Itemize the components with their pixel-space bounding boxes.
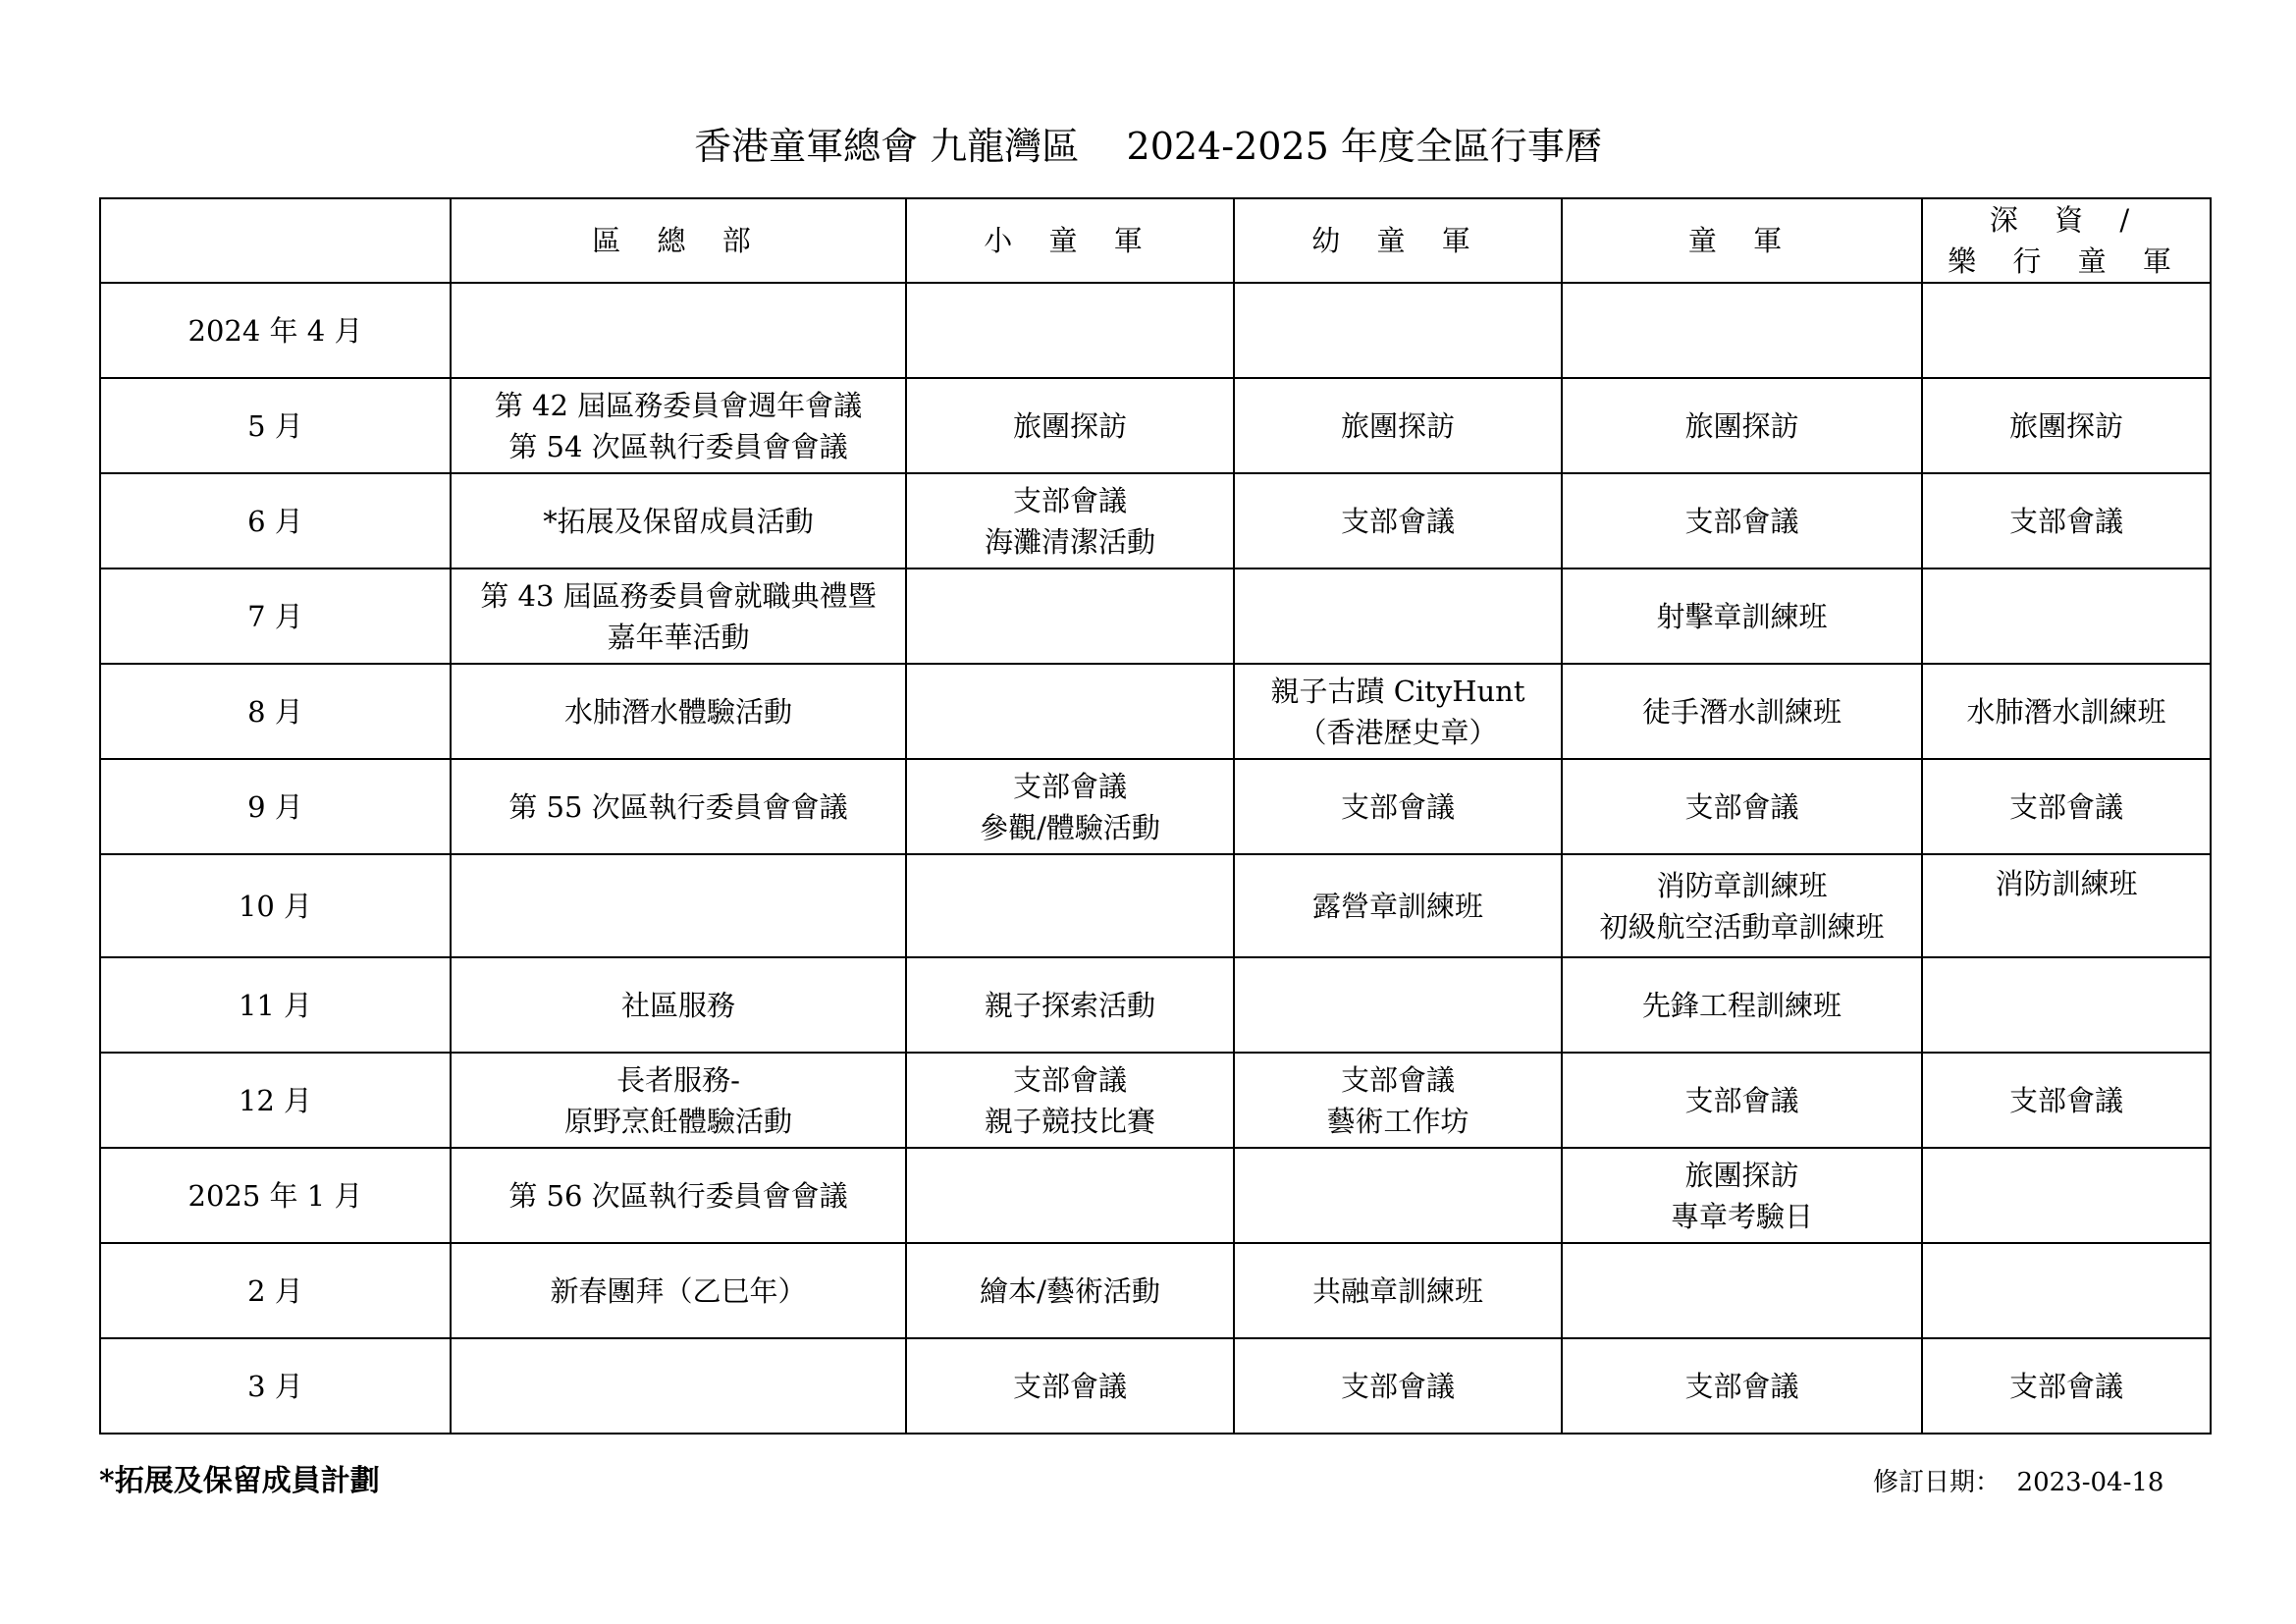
header-corner xyxy=(100,198,451,283)
month-cell xyxy=(100,283,451,378)
table-row xyxy=(100,473,2211,568)
event-label: 支部會議 xyxy=(1684,504,1799,538)
table-row xyxy=(100,1243,2211,1338)
month-label: 6 月 xyxy=(247,504,303,538)
column-header-label: 深 資 / xyxy=(1989,203,2144,237)
event-cell xyxy=(906,473,1234,568)
event-cell xyxy=(451,1148,906,1243)
event-label: 支部會議 xyxy=(1340,789,1455,824)
event-label: 露營章訓練班 xyxy=(1311,889,1483,923)
event-label: 第 43 屆區務委員會就職典禮暨 xyxy=(480,578,877,613)
revision-date: 修訂日期： 2023-04-18 xyxy=(1873,1468,2164,1497)
event-cell xyxy=(451,759,906,854)
event-cell xyxy=(1234,1148,1562,1243)
event-cell xyxy=(1922,759,2211,854)
event-cell xyxy=(1562,1053,1922,1148)
column-header-label: 童 軍 xyxy=(1687,224,1796,257)
event-cell xyxy=(906,759,1234,854)
event-cell xyxy=(906,378,1234,473)
event-cell xyxy=(906,1243,1234,1338)
table-row xyxy=(100,759,2211,854)
event-cell xyxy=(1922,378,2211,473)
event-cell xyxy=(1562,1338,1922,1434)
event-cell xyxy=(1562,568,1922,664)
column-header-label: 區 總 部 xyxy=(592,224,765,257)
event-cell xyxy=(451,1338,906,1434)
event-label: 旅團探訪 xyxy=(1684,1158,1799,1192)
event-label: 初級航空活動章訓練班 xyxy=(1599,909,1885,944)
column-header xyxy=(906,198,1234,283)
table-row xyxy=(100,1338,2211,1434)
event-label: 共融章訓練班 xyxy=(1311,1273,1483,1308)
event-cell xyxy=(451,378,906,473)
month-cell xyxy=(100,957,451,1053)
event-label: 旅團探訪 xyxy=(1684,408,1799,443)
event-cell xyxy=(1562,957,1922,1053)
event-cell xyxy=(1922,664,2211,759)
month-label: 12 月 xyxy=(238,1083,313,1117)
table-row xyxy=(100,854,2211,957)
event-cell xyxy=(906,664,1234,759)
event-label: 長者服務- xyxy=(616,1062,740,1097)
event-label: 藝術工作坊 xyxy=(1326,1104,1469,1138)
event-label: 支部會議 xyxy=(1012,769,1127,803)
event-label: 支部會議 xyxy=(2008,504,2123,538)
event-cell xyxy=(1922,473,2211,568)
event-cell xyxy=(1562,1243,1922,1338)
table-row xyxy=(100,664,2211,759)
column-header xyxy=(1234,198,1562,283)
event-cell xyxy=(451,1053,906,1148)
month-label: 7 月 xyxy=(247,599,303,633)
event-label: 親子競技比賽 xyxy=(984,1104,1155,1138)
event-cell xyxy=(1922,283,2211,378)
event-label: 支部會議 xyxy=(1012,483,1127,517)
table-row xyxy=(100,1148,2211,1243)
page-title: 香港童軍總會 九龍灣區 2024-2025 年度全區行事曆 xyxy=(694,125,1602,168)
event-cell xyxy=(1562,664,1922,759)
event-cell xyxy=(906,568,1234,664)
event-cell xyxy=(451,1243,906,1338)
header-row xyxy=(100,198,2211,283)
month-cell xyxy=(100,759,451,854)
event-label: 支部會議 xyxy=(1012,1369,1127,1403)
event-label: 支部會議 xyxy=(2008,1369,2123,1403)
event-cell xyxy=(1234,568,1562,664)
column-header-label: 小 童 軍 xyxy=(984,224,1156,257)
event-label: 支部會議 xyxy=(1684,1083,1799,1117)
event-cell xyxy=(906,957,1234,1053)
event-label: 第 56 次區執行委員會會議 xyxy=(508,1178,848,1213)
month-cell xyxy=(100,568,451,664)
event-cell xyxy=(906,854,1234,957)
event-label: 海灘清潔活動 xyxy=(984,524,1155,559)
event-cell xyxy=(1234,1053,1562,1148)
event-cell xyxy=(1922,1243,2211,1338)
event-label: 支部會議 xyxy=(1684,1369,1799,1403)
month-label: 2025 年 1 月 xyxy=(187,1178,363,1213)
table-row xyxy=(100,378,2211,473)
month-label: 2 月 xyxy=(247,1273,303,1308)
month-cell xyxy=(100,664,451,759)
table-row xyxy=(100,957,2211,1053)
event-label: 消防章訓練班 xyxy=(1656,868,1828,902)
event-cell xyxy=(906,283,1234,378)
column-header xyxy=(451,198,906,283)
event-label: *拓展及保留成員活動 xyxy=(543,504,814,538)
event-cell xyxy=(1234,854,1562,957)
month-cell xyxy=(100,378,451,473)
event-cell xyxy=(1234,759,1562,854)
event-label: 原野烹飪體驗活動 xyxy=(563,1104,792,1138)
event-cell xyxy=(451,568,906,664)
event-label: 支部會議 xyxy=(2008,1083,2123,1117)
calendar-table xyxy=(99,197,2212,1435)
month-label: 2024 年 4 月 xyxy=(187,313,363,348)
event-cell xyxy=(1234,957,1562,1053)
month-cell xyxy=(100,473,451,568)
event-cell xyxy=(1562,283,1922,378)
calendar-body xyxy=(100,283,2211,1434)
event-label: 支部會議 xyxy=(2008,789,2123,824)
event-cell xyxy=(1234,473,1562,568)
event-cell xyxy=(1922,1148,2211,1243)
event-label: 徒手潛水訓練班 xyxy=(1641,694,1842,729)
column-header-label: 樂 行 童 軍 xyxy=(1948,244,2185,278)
event-cell xyxy=(1922,568,2211,664)
event-cell xyxy=(1234,664,1562,759)
event-label: 第 42 屆區務委員會週年會議 xyxy=(494,388,863,422)
event-cell xyxy=(906,1148,1234,1243)
event-cell xyxy=(1922,854,2211,957)
event-label: 消防訓練班 xyxy=(1995,867,2138,900)
event-label: 新春團拜（乙巳年） xyxy=(550,1273,807,1308)
column-header-label: 幼 童 軍 xyxy=(1311,224,1484,257)
event-label: 支部會議 xyxy=(1012,1062,1127,1097)
month-label: 11 月 xyxy=(238,988,313,1022)
event-label: 先鋒工程訓練班 xyxy=(1641,988,1842,1022)
event-cell xyxy=(1234,1243,1562,1338)
event-label: 第 55 次區執行委員會會議 xyxy=(508,789,848,824)
event-cell xyxy=(1562,1148,1922,1243)
month-label: 9 月 xyxy=(247,789,303,824)
column-header xyxy=(1562,198,1922,283)
table-row xyxy=(100,283,2211,378)
event-label: 專章考驗日 xyxy=(1670,1199,1813,1233)
event-label: 親子探索活動 xyxy=(984,988,1155,1022)
table-row xyxy=(100,1053,2211,1148)
month-cell xyxy=(100,854,451,957)
event-cell xyxy=(1562,854,1922,957)
month-label: 3 月 xyxy=(247,1369,303,1403)
event-label: 旅團探訪 xyxy=(1012,408,1127,443)
month-label: 10 月 xyxy=(238,889,313,923)
event-label: 水肺潛水訓練班 xyxy=(1966,694,2166,729)
event-cell xyxy=(1922,1338,2211,1434)
month-cell xyxy=(100,1243,451,1338)
event-label: 射擊章訓練班 xyxy=(1656,599,1828,633)
event-cell xyxy=(906,1053,1234,1148)
month-label: 5 月 xyxy=(247,408,303,443)
event-label: 社區服務 xyxy=(620,988,735,1022)
event-cell xyxy=(1562,473,1922,568)
table-row xyxy=(100,568,2211,664)
footnote: *拓展及保留成員計劃 xyxy=(99,1464,380,1498)
event-label: 支部會議 xyxy=(1340,504,1455,538)
month-cell xyxy=(100,1148,451,1243)
event-cell xyxy=(906,1338,1234,1434)
event-cell xyxy=(451,957,906,1053)
event-label: 旅團探訪 xyxy=(2008,408,2123,443)
event-cell xyxy=(1922,957,2211,1053)
event-cell xyxy=(1234,283,1562,378)
event-cell xyxy=(451,283,906,378)
event-label: 旅團探訪 xyxy=(1340,408,1455,443)
event-cell xyxy=(451,664,906,759)
event-cell xyxy=(1234,378,1562,473)
column-header xyxy=(1922,198,2211,283)
event-label: 水肺潛水體驗活動 xyxy=(563,694,792,729)
event-label: 參觀/體驗活動 xyxy=(980,810,1160,844)
event-label: 繪本/藝術活動 xyxy=(980,1273,1160,1308)
event-cell xyxy=(1234,1338,1562,1434)
event-label: 支部會議 xyxy=(1684,789,1799,824)
event-label: 支部會議 xyxy=(1340,1062,1455,1097)
month-cell xyxy=(100,1053,451,1148)
event-label: 親子古蹟 CityHunt xyxy=(1270,674,1525,708)
event-label: 嘉年華活動 xyxy=(607,620,750,654)
event-label: 支部會議 xyxy=(1340,1369,1455,1403)
month-label: 8 月 xyxy=(247,694,303,729)
event-cell xyxy=(451,473,906,568)
event-cell xyxy=(451,854,906,957)
event-cell xyxy=(1562,378,1922,473)
event-cell xyxy=(1562,759,1922,854)
event-label: （香港歷史章） xyxy=(1298,715,1498,749)
month-cell xyxy=(100,1338,451,1434)
event-cell xyxy=(1922,1053,2211,1148)
event-label: 第 54 次區執行委員會會議 xyxy=(508,429,848,463)
